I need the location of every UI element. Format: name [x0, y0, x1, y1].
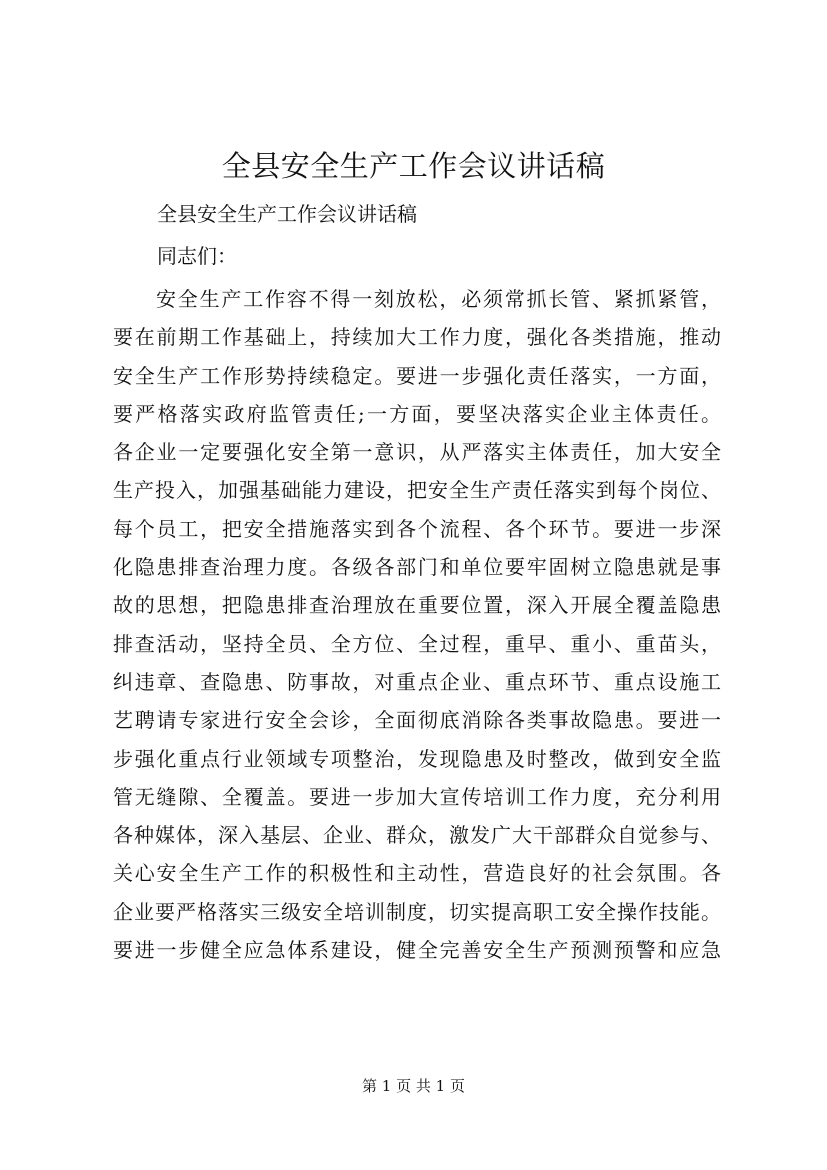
document-subtitle: 全县安全生产工作会议讲话稿	[157, 202, 417, 226]
body-line: 要在前期工作基础上，持续加大工作力度，强化各类措施，推动	[113, 325, 721, 350]
body-line: 安全生产工作容不得一刻放松，必须常抓长管、紧抓紧管，	[156, 287, 721, 311]
body-line: 每个员工，把安全措施落实到各个流程、各个环节。要进一步深	[113, 516, 721, 541]
body-line: 故的思想，把隐患排查治理放在重要位置，深入开展全覆盖隐患	[113, 593, 721, 618]
body-paragraph	[113, 280, 721, 969]
body-line: 企业要严格落实三级安全培训制度，切实提高职工安全操作技能。	[113, 899, 721, 924]
body-line: 步强化重点行业领域专项整治，发现隐患及时整改，做到安全监	[113, 746, 721, 771]
body-line: 生产投入，加强基础能力建设，把安全生产责任落实到每个岗位、	[113, 478, 721, 503]
body-line: 管无缝隙、全覆盖。要进一步加大宣传培训工作力度，充分利用	[113, 784, 721, 809]
document-title: 全县安全生产工作会议讲话稿	[221, 149, 606, 183]
body-line: 关心安全生产工作的积极性和主动性，营造良好的社会氛围。各	[113, 861, 721, 886]
body-line: 化隐患排查治理力度。各级各部门和单位要牢固树立隐患就是事	[113, 555, 721, 580]
body-line: 纠违章、查隐患、防事故，对重点企业、重点环节、重点设施工	[113, 669, 721, 694]
body-line: 各企业一定要强化安全第一意识，从严落实主体责任，加大安全	[113, 440, 721, 465]
body-line: 排查活动，坚持全员、全方位、全过程，重早、重小、重苗头，	[113, 631, 721, 656]
body-line: 要严格落实政府监管责任;一方面，要坚决落实企业主体责任。	[113, 401, 721, 426]
body-line: 安全生产工作形势持续稳定。要进一步强化责任落实，一方面，	[113, 363, 721, 388]
body-line: 艺聘请专家进行安全会诊，全面彻底消除各类事故隐患。要进一	[113, 708, 721, 733]
body-line: 要进一步健全应急体系建设，健全完善安全生产预测预警和应急	[113, 938, 721, 963]
page-number-footer: 第 1 页 共 1 页	[362, 1077, 465, 1095]
body-line: 各种媒体，深入基层、企业、群众，激发广大干部群众自觉参与、	[113, 823, 721, 848]
greeting-line: 同志们：	[157, 244, 237, 268]
